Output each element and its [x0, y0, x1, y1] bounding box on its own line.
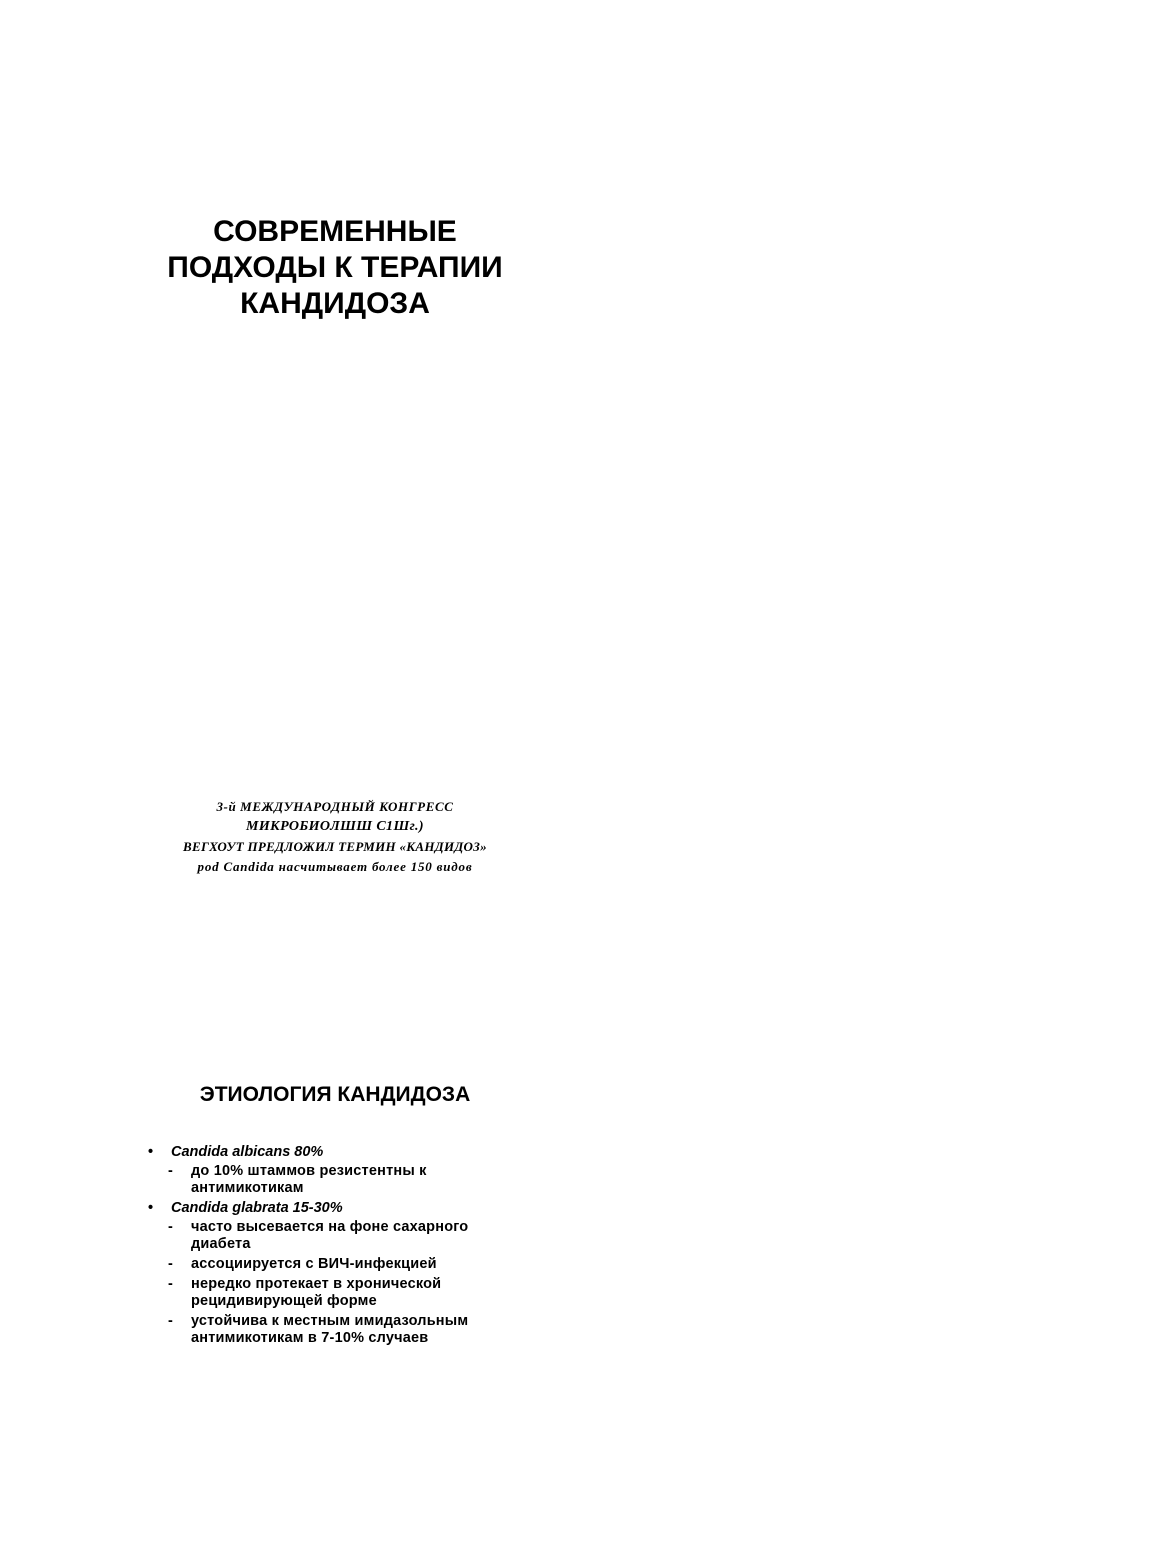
sub-item-line: ассоциируется с ВИЧ-инфекцией — [191, 1256, 437, 1272]
sub-list — [148, 1163, 568, 1197]
dash-marker: - — [168, 1276, 174, 1292]
sub-list-item — [148, 1256, 568, 1273]
sub-list-item — [148, 1163, 568, 1197]
list-item — [148, 1200, 568, 1217]
congress-line: pod Candida насчитывает более 150 видов — [197, 859, 473, 874]
title-line: ПОДХОДЫ К ТЕРАПИИ — [167, 251, 503, 284]
sub-list — [148, 1219, 568, 1347]
bullet-marker: • — [148, 1144, 154, 1160]
dash-marker: - — [168, 1163, 174, 1179]
dash-marker: - — [168, 1256, 174, 1272]
congress-note — [120, 797, 550, 877]
congress-line: МИКРОБИОЛШШ С1Шг.) — [246, 819, 424, 834]
dash-marker: - — [168, 1313, 174, 1329]
species-label: Candida albicans 80% — [171, 1144, 324, 1160]
congress-line: 3-й МЕЖДУНАРОДНЫЙ КОНГРЕСС — [216, 799, 454, 814]
sub-item-line: антимикотикам в 7-10% случаев — [191, 1330, 429, 1346]
title-line: СОВРЕМЕННЫЕ — [213, 215, 457, 248]
dash-marker: - — [168, 1219, 174, 1235]
congress-line: ВЕГХОУТ ПРЕДЛОЖИЛ ТЕРМИН «КАНДИДОЗ» — [183, 839, 487, 854]
sub-item-line: антимикотикам — [191, 1180, 304, 1196]
sub-list-item — [148, 1219, 568, 1253]
list-item — [148, 1144, 568, 1161]
bullet-marker: • — [148, 1200, 154, 1216]
sub-item-line: нередко протекает в хронической — [191, 1276, 442, 1292]
etiology-list — [148, 1144, 568, 1350]
sub-item-line: часто высевается на фоне сахарного — [191, 1219, 469, 1235]
sub-item-line: рецидивирующей форме — [191, 1293, 377, 1309]
sub-list-item — [148, 1313, 568, 1347]
species-label: Candida glabrata 15-30% — [171, 1200, 343, 1216]
document-title — [120, 214, 550, 322]
sub-item-line: до 10% штаммов резистентны к — [191, 1163, 427, 1179]
sub-item-line: устойчива к местным имидазольным — [191, 1313, 469, 1329]
sub-list-item — [148, 1276, 568, 1310]
etiology-heading: ЭТИОЛОГИЯ КАНДИДОЗА — [199, 1083, 471, 1106]
sub-item-line: диабета — [191, 1236, 251, 1252]
title-line: КАНДИДОЗА — [240, 287, 430, 320]
